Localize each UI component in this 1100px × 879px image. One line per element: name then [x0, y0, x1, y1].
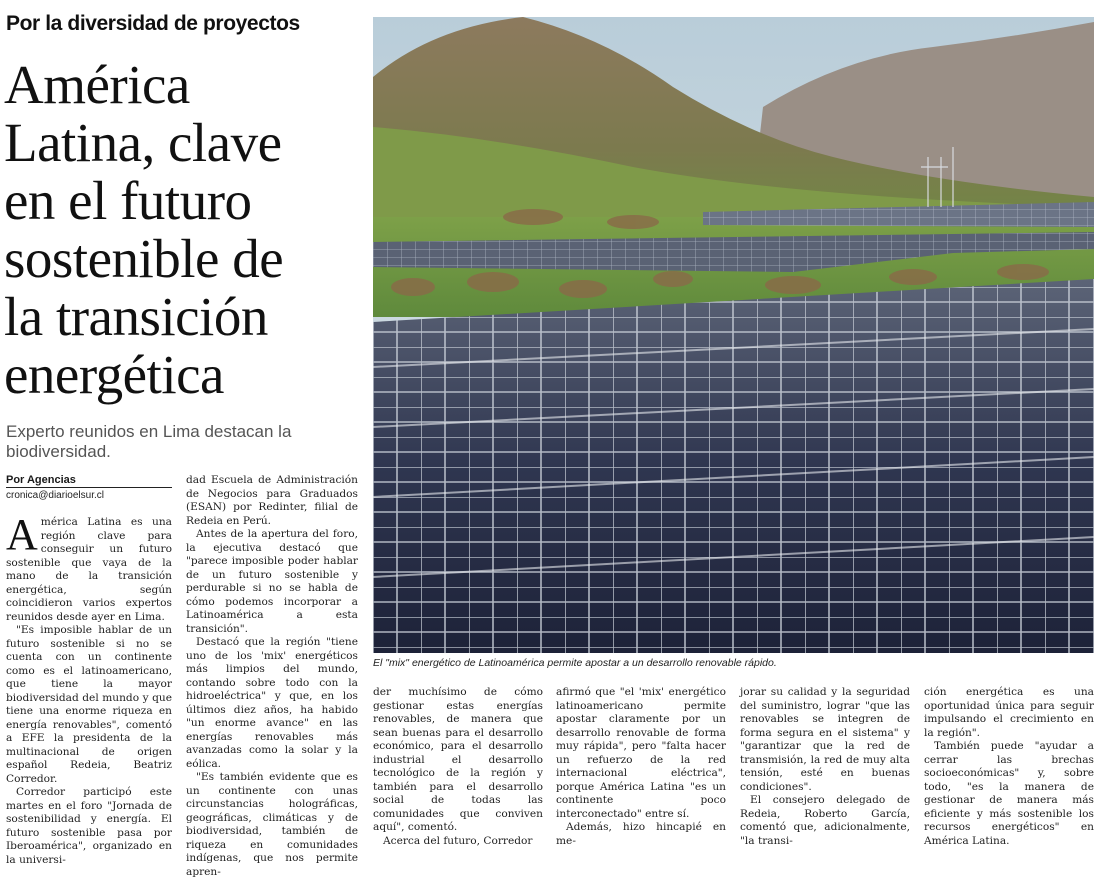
- paragraph: der muchísimo de cómo gestionar estas energías renovables, de manera que sean buenas para el desarrollo económico, para el desarrollo industrial el desarrollo tecnológico de la región y también para el desarrollo social de todas las comunidades que conviven aquí", comentó.: [373, 686, 543, 833]
- byline: [6, 474, 172, 501]
- paragraph: El consejero delegado de Redeia, Roberto García, comentó que, adicionalmente, "la transi-: [740, 794, 910, 847]
- article-column-5: [740, 686, 910, 848]
- headline: [4, 56, 364, 404]
- headline-line: América: [4, 54, 190, 115]
- paragraph: También puede "ayudar a cerrar las brechas socioeconómicas" y, sobre todo, "es la manera de gestionar de manera más eficiente y más sostenible los recursos energéticos" en América Latina.: [924, 740, 1094, 847]
- paragraph: Antes de la apertura del foro, la ejecutiva destacó que "parece imposible poder hablar de un futuro sostenible y perdurable si no se habla de cómo podemos incorporar a Latinoamérica a esta transición".: [186, 528, 358, 635]
- paragraph: ción energética es una oportunidad única para seguir impulsando el crecimiento en la región".: [924, 686, 1094, 739]
- headline-line: la transición: [4, 286, 268, 347]
- paragraph: Corredor participó este martes en el foro "Jornada de sostenibilidad y energía. El futuro sostenible pasa por Iberoamérica", organizado en la universi-: [6, 786, 172, 866]
- solar-farm-photo: [373, 17, 1094, 653]
- headline-line: energética: [4, 344, 224, 405]
- drop-cap: A: [6, 510, 38, 559]
- paragraph: "Es imposible hablar de un futuro sostenible si no se cuenta con un continente como es el latinoamericano, que tiene la mayor biodiversidad del mundo y que tiene una enorme riqueza en energía renovables", comentó a EFE la presidenta de la multinacional de origen español Redeia, Beatriz Corredor.: [6, 624, 172, 785]
- article-column-1: [6, 510, 172, 867]
- byline-agency: Por Agencias: [6, 474, 172, 488]
- photo-caption: El "mix" energético de Latinoamérica permite apostar a un desarrollo renovable rápido.: [373, 657, 777, 669]
- article-column-3: [373, 686, 543, 848]
- paragraph: afirmó que "el 'mix' energético latinoamericano permite apostar claramente por un desarrollo renovable de forma muy rápida", pero "falta hacer un refuerzo de la red internacional eléctrica", porque América Latina "es un continente poco interconectado" entre sí.: [556, 686, 726, 820]
- paragraph: Además, hizo hincapié en me-: [556, 821, 726, 847]
- headline-line: sostenible de: [4, 228, 284, 289]
- paragraph: dad Escuela de Administración de Negocios para Graduados (ESAN) por Redinter, filial de Redeia en Perú.: [186, 474, 358, 527]
- paragraph-text: mérica Latina es una región clave para conseguir un futuro sostenible que vaya de la mano de la transición energética, según coincidieron varios expertos reunidos desde ayer en Lima.: [6, 516, 172, 623]
- article-column-6: [924, 686, 1094, 848]
- article-column-4: [556, 686, 726, 848]
- section-kicker: Por la diversidad de proyectos: [6, 12, 300, 35]
- solar-farm-illustration: [373, 17, 1094, 653]
- paragraph: Acerca del futuro, Corredor: [383, 834, 533, 847]
- headline-line: Latina, clave: [4, 112, 282, 173]
- lead-paragraph: [6, 510, 172, 624]
- headline-line: en el futuro: [4, 170, 252, 231]
- paragraph: Destacó que la región "tiene uno de los 'mix' energéticos más limpios del mundo, contando sobre todo con la hidroeléctrica" y que, en los últimos diez años, ha habido "un enorme avance" en las energías renovables más avanzadas como la solar y la eólica.: [186, 636, 358, 770]
- article-column-2: [186, 474, 358, 879]
- subheadline: Experto reunidos en Lima destacan la biodiversidad.: [6, 422, 292, 461]
- byline-email: cronica@diarioelsur.cl: [6, 490, 104, 501]
- paragraph: "Es también evidente que es un continente con unas circunstancias holográficas, geográficas, climáticas y de biodiversidad, también de riqueza en comunidades indígenas, que nos permite apren-: [186, 771, 358, 878]
- paragraph: jorar su calidad y la seguridad del suministro, lograr "que las renovables se integren de forma segura en el sistema" y "garantizar que la red de transmisión, la red de muy alta tensión, esté en buenas condiciones".: [740, 686, 910, 793]
